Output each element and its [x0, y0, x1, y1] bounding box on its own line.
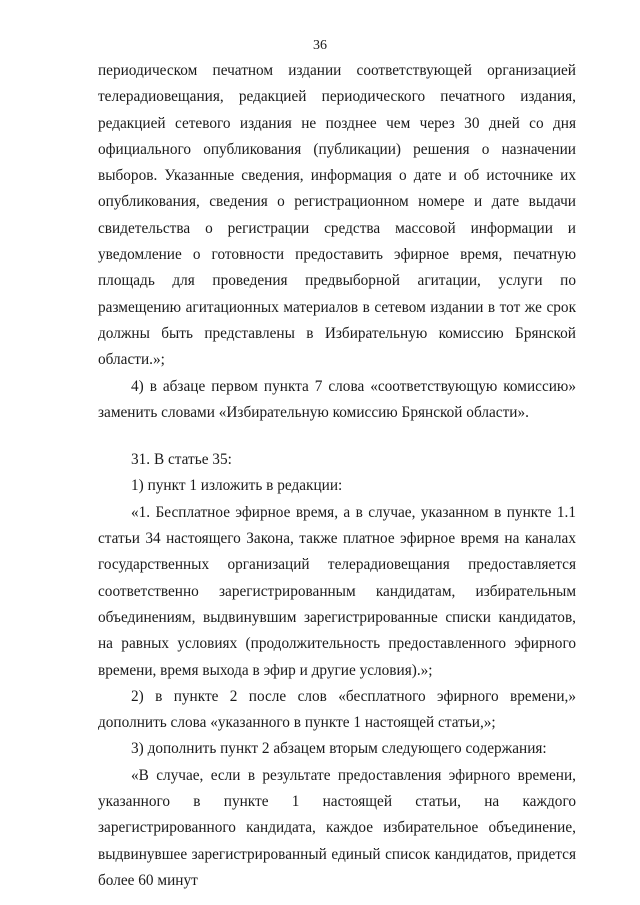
paragraph-quote-point-1: «1. Бесплатное эфирное время, а в случае, указанном в пункте 1.1 статьи 34 настоящего Закона, также платное эфирное время на каналах государственных организаций телерадиовещания предоставляется соответственно зарегистрированным кандидатам, избирательным объединениям, выдвинувшим зарегистрированные списки кандидатов, на равных условиях (продолжительность предоставленного эфирного времени, время выхода в эфир и другие условия).»; — [98, 503, 576, 679]
paragraph-item-3: 3) дополнить пункт 2 абзацем вторым следующего содержания: — [131, 740, 547, 758]
page-number: 36 — [313, 38, 327, 53]
paragraph-item-4: 4) в абзаце первом пункта 7 слова «соответствующую комиссию» заменить словами «Избирательную комиссию Брянской области». — [98, 377, 576, 421]
article-31-heading: 31. В статье 35: — [131, 451, 232, 469]
paragraph-continued: периодическом печатном издании соответствующей организацией телерадиовещания, редакцией периодического печатного издания, редакцией сетевого издания не позднее чем через 30 дней со дня официального опубликования (публикации) решения о назначении выборов. Указанные сведения, информация о дате и об источнике их опубликования, сведения о регистрационном номере и дате выдачи свидетельства о регистрации средства массовой информации и уведомление о готовности предоставить эфирное время, печатную площадь для проведения предвыборной агитации, услуги по размещению агитационных материалов в сетевом издании в тот же срок должны быть представлены в Избирательную комиссию Брянской области.»; — [98, 62, 576, 369]
paragraph-quote-point-2: «В случае, если в результате предоставления эфирного времени, указанного в пункте 1 настоящей статьи, на каждого зарегистрированного кандидата, каждое избирательное объединение, выдвинувшее зарегистрированный единый список кандидатов, придется более 60 минут — [98, 766, 576, 889]
document-body — [98, 58, 576, 894]
paragraph-item-2: 2) в пункте 2 после слов «бесплатного эфирного времени,» дополнить слова «указанного в пункте 1 настоящей статьи,»; — [98, 687, 576, 732]
paragraph-item-1: 1) пункт 1 изложить в редакции: — [131, 477, 343, 495]
